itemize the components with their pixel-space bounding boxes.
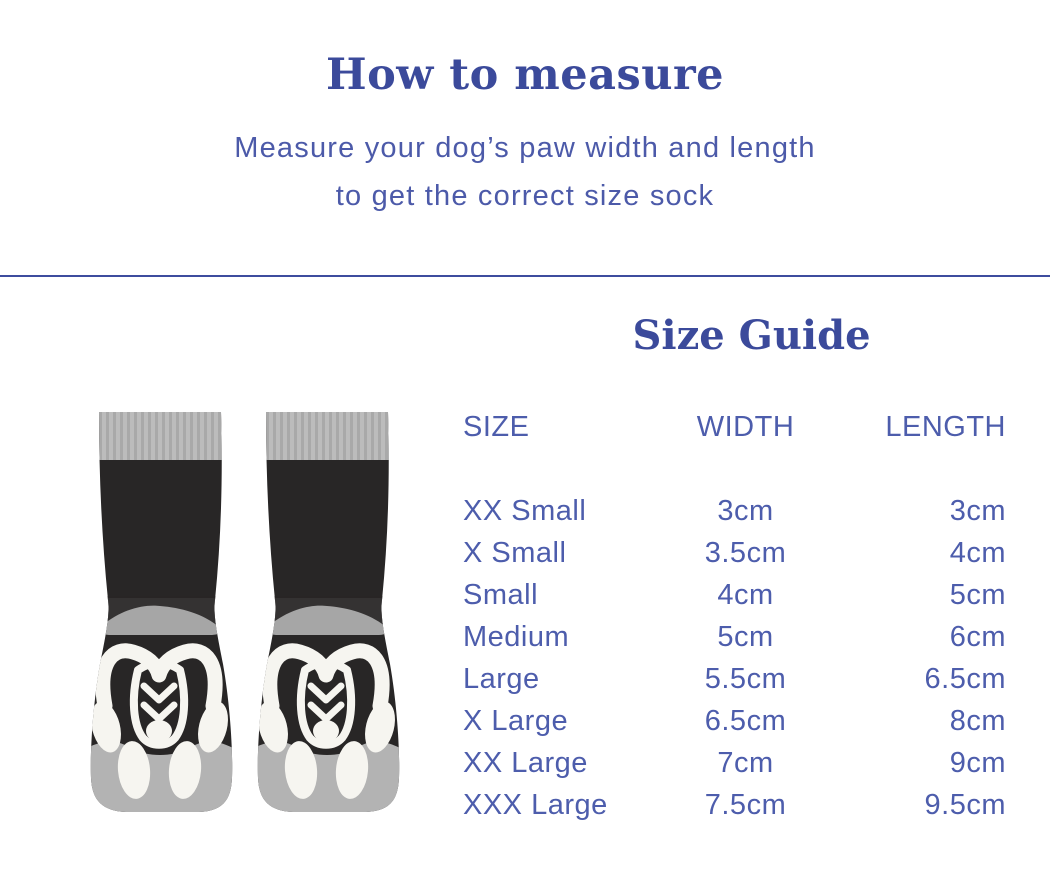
table-row [463, 490, 1006, 532]
width-cell: 7.5cm [704, 788, 787, 821]
table-row [463, 700, 1006, 742]
size-cell: Large [463, 662, 540, 695]
dog-socks-illustration [85, 408, 400, 813]
dog-socks-image [85, 408, 400, 813]
table-row [463, 532, 1006, 574]
length-cell: 9.5cm [924, 788, 1006, 821]
width-cell: 3cm [717, 494, 774, 527]
size-table [463, 406, 1006, 826]
size-cell: X Large [463, 704, 569, 737]
table-row [463, 616, 1006, 658]
width-cell: 5cm [717, 620, 774, 653]
table-row [463, 574, 1006, 616]
width-cell: 5.5cm [704, 662, 787, 695]
table-row [463, 742, 1006, 784]
subtitle-line-2: to get the correct size sock [335, 180, 715, 212]
length-cell: 5cm [949, 578, 1006, 611]
size-cell: Medium [463, 620, 570, 653]
column-header-width: WIDTH [696, 410, 795, 443]
size-cell: XX Small [463, 494, 587, 527]
subtitle-line-1: Measure your dog’s paw width and length [234, 132, 816, 164]
table-row [463, 784, 1006, 826]
left-sock [86, 408, 233, 813]
section-divider [0, 275, 1050, 277]
width-cell: 7cm [717, 746, 774, 779]
size-guide-heading: Size Guide [632, 312, 871, 359]
page-title: How to measure [325, 50, 724, 100]
size-cell: XXX Large [463, 788, 608, 821]
length-cell: 6cm [949, 620, 1006, 653]
table-row [463, 658, 1006, 700]
column-header-length: LENGTH [885, 410, 1006, 443]
length-cell: 6.5cm [924, 662, 1006, 695]
header [0, 0, 1050, 220]
size-guide-section [463, 312, 1006, 826]
size-cell: X Small [463, 536, 567, 569]
right-sock [253, 408, 400, 813]
length-cell: 8cm [949, 704, 1006, 737]
size-cell: Small [463, 578, 539, 611]
length-cell: 4cm [949, 536, 1006, 569]
width-cell: 4cm [717, 578, 774, 611]
width-cell: 3.5cm [704, 536, 787, 569]
size-cell: XX Large [463, 746, 588, 779]
length-cell: 3cm [949, 494, 1006, 527]
length-cell: 9cm [949, 746, 1006, 779]
subtitle [0, 124, 1050, 220]
width-cell: 6.5cm [704, 704, 787, 737]
table-body [463, 490, 1006, 826]
table-header-row [463, 406, 1006, 448]
column-header-size: SIZE [463, 410, 530, 443]
